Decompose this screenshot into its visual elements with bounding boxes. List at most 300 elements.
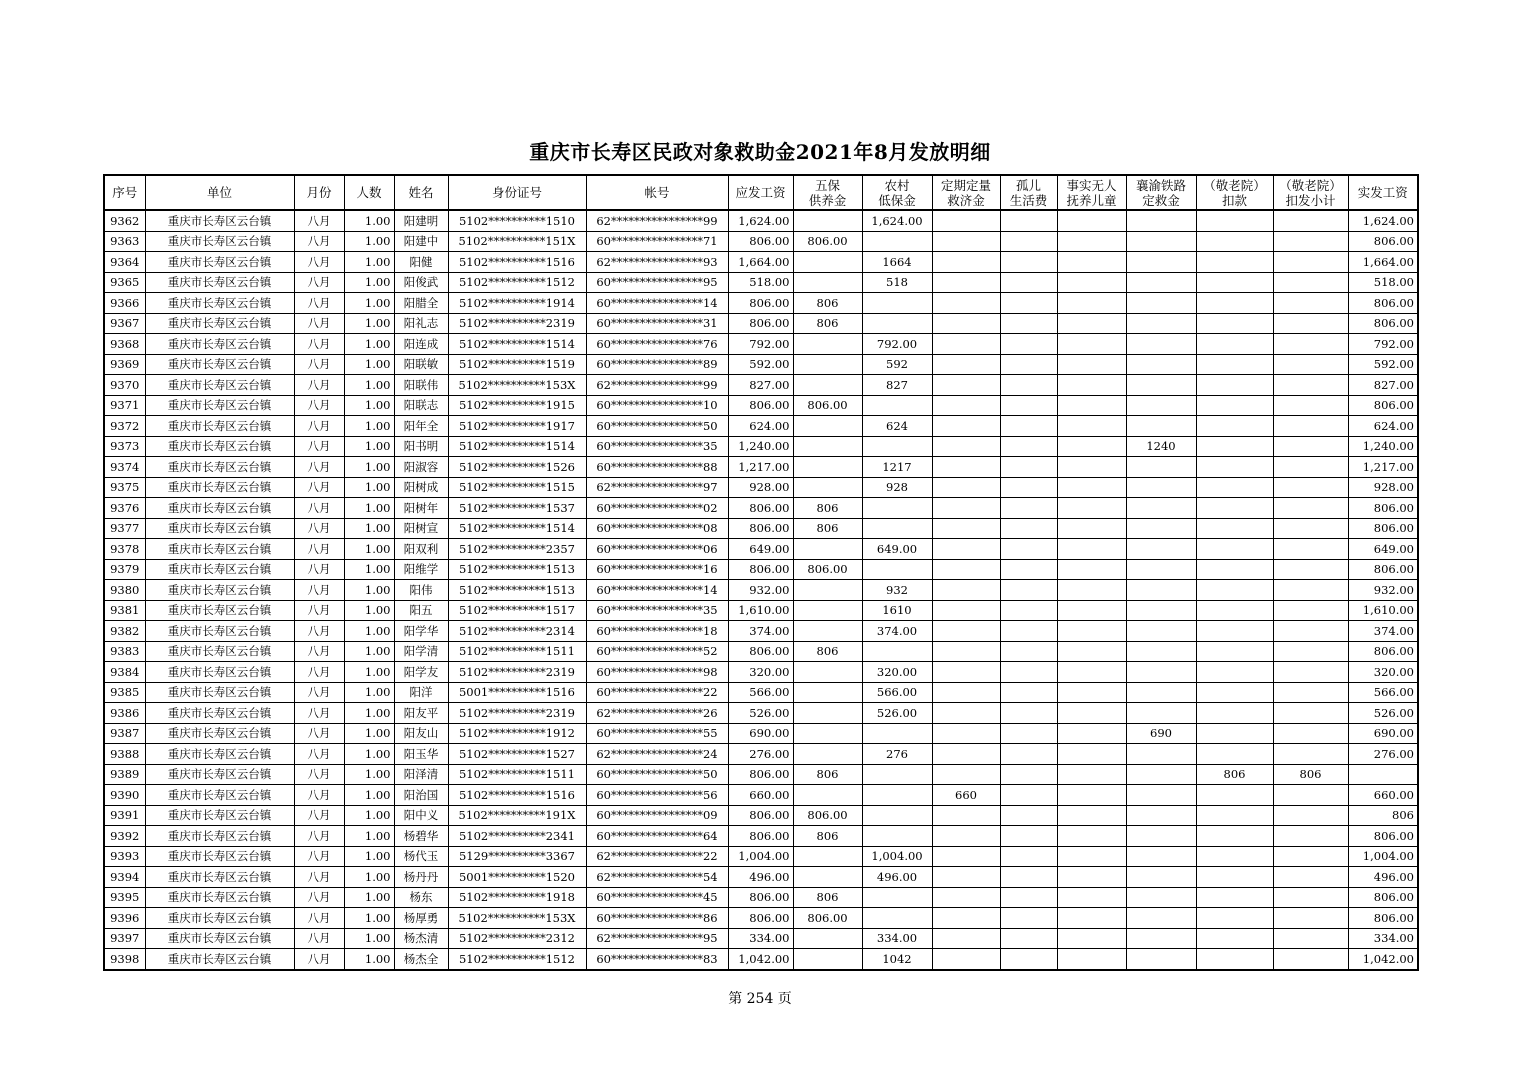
table-cell: 5102**********1514 [448, 334, 586, 355]
table-cell [1126, 662, 1196, 683]
table-cell: 806.00 [1348, 887, 1418, 908]
table-cell: 八月 [294, 744, 344, 765]
table-cell [1000, 928, 1057, 949]
table-cell: 9379 [104, 559, 145, 580]
table-cell: 496.00 [1348, 867, 1418, 888]
table-cell [932, 436, 1000, 457]
table-cell: 806.00 [793, 395, 862, 416]
table-body [104, 210, 1418, 970]
table-cell: 9391 [104, 805, 145, 826]
table-cell [1126, 354, 1196, 375]
table-cell [1196, 846, 1273, 867]
table-row [104, 846, 1418, 867]
table-cell: 806.00 [728, 887, 793, 908]
table-cell: 5102**********1515 [448, 477, 586, 498]
table-cell: 重庆市长寿区云台镇 [145, 293, 294, 314]
table-cell [793, 600, 862, 621]
table-row [104, 334, 1418, 355]
table-cell: 496.00 [728, 867, 793, 888]
table-cell: 592.00 [1348, 354, 1418, 375]
table-cell: 5102**********2319 [448, 703, 586, 724]
table-cell [1126, 826, 1196, 847]
table-cell: 334.00 [862, 928, 932, 949]
table-cell [1057, 846, 1126, 867]
table-cell [1057, 785, 1126, 806]
table-cell [1273, 395, 1348, 416]
table-cell: 1.00 [344, 867, 394, 888]
table-cell: 62****************54 [586, 867, 728, 888]
table-row [104, 457, 1418, 478]
table-cell: 518.00 [728, 272, 793, 293]
table-cell: 重庆市长寿区云台镇 [145, 723, 294, 744]
table-cell [932, 662, 1000, 683]
table-cell: 八月 [294, 580, 344, 601]
table-cell: 806 [793, 313, 862, 334]
table-cell: 62****************26 [586, 703, 728, 724]
table-cell: 阳维学 [394, 559, 448, 580]
table-cell: 62****************93 [586, 252, 728, 273]
table-cell: 5129**********3367 [448, 846, 586, 867]
table-cell: 重庆市长寿区云台镇 [145, 621, 294, 642]
table-cell: 806.00 [1348, 395, 1418, 416]
table-row [104, 210, 1418, 231]
column-header: 人数 [344, 175, 394, 210]
table-cell [1057, 518, 1126, 539]
table-cell: 62****************99 [586, 210, 728, 231]
table-row [104, 477, 1418, 498]
table-cell [932, 723, 1000, 744]
table-cell: 阳建明 [394, 210, 448, 231]
table-cell: 9385 [104, 682, 145, 703]
table-cell: 806.00 [1348, 826, 1418, 847]
table-cell [932, 539, 1000, 560]
table-cell: 374.00 [862, 621, 932, 642]
table-cell [1000, 621, 1057, 642]
table-cell [1273, 539, 1348, 560]
table-cell: 9368 [104, 334, 145, 355]
column-header: 姓名 [394, 175, 448, 210]
table-cell: 重庆市长寿区云台镇 [145, 498, 294, 519]
table-cell: 1217 [862, 457, 932, 478]
table-cell: 806.00 [793, 231, 862, 252]
table-cell [1126, 457, 1196, 478]
table-cell [1126, 210, 1196, 231]
table-cell: 八月 [294, 662, 344, 683]
table-cell [1000, 846, 1057, 867]
table-row [104, 600, 1418, 621]
table-cell: 5102**********1514 [448, 518, 586, 539]
table-cell: 八月 [294, 641, 344, 662]
column-header: 实发工资 [1348, 175, 1418, 210]
table-cell: 60****************09 [586, 805, 728, 826]
table-row [104, 539, 1418, 560]
table-cell: 1.00 [344, 723, 394, 744]
table-cell: 649.00 [728, 539, 793, 560]
table-cell [1057, 764, 1126, 785]
table-cell: 60****************22 [586, 682, 728, 703]
table-row [104, 416, 1418, 437]
table-cell: 杨杰清 [394, 928, 448, 949]
table-cell: 5102**********1517 [448, 600, 586, 621]
table-cell: 重庆市长寿区云台镇 [145, 662, 294, 683]
table-cell [1057, 949, 1126, 970]
table-cell: 806.00 [728, 231, 793, 252]
table-cell: 八月 [294, 539, 344, 560]
table-cell: 9397 [104, 928, 145, 949]
table-cell: 320.00 [1348, 662, 1418, 683]
table-row [104, 908, 1418, 929]
table-cell [1126, 764, 1196, 785]
table-cell: 60****************56 [586, 785, 728, 806]
table-cell: 806 [793, 887, 862, 908]
table-cell [1196, 744, 1273, 765]
table-cell: 9369 [104, 354, 145, 375]
table-cell: 60****************52 [586, 641, 728, 662]
table-cell [1000, 949, 1057, 970]
table-cell: 重庆市长寿区云台镇 [145, 313, 294, 334]
table-cell [1196, 313, 1273, 334]
table-cell [1196, 867, 1273, 888]
table-cell [932, 252, 1000, 273]
table-cell [1000, 600, 1057, 621]
table-cell [1000, 867, 1057, 888]
table-cell: 1,664.00 [1348, 252, 1418, 273]
table-cell: 阳友山 [394, 723, 448, 744]
table-row [104, 580, 1418, 601]
table-cell: 阳健 [394, 252, 448, 273]
table-cell [932, 375, 1000, 396]
table-row [104, 354, 1418, 375]
table-cell: 1.00 [344, 559, 394, 580]
table-cell: 526.00 [1348, 703, 1418, 724]
table-cell: 八月 [294, 621, 344, 642]
table-cell [932, 272, 1000, 293]
table-cell [1196, 210, 1273, 231]
table-cell [1273, 436, 1348, 457]
table-cell: 1.00 [344, 477, 394, 498]
table-cell: 重庆市长寿区云台镇 [145, 928, 294, 949]
table-cell [932, 416, 1000, 437]
table-cell: 1.00 [344, 641, 394, 662]
table-cell: 806 [1348, 805, 1418, 826]
table-cell: 八月 [294, 477, 344, 498]
table-cell: 5001**********1520 [448, 867, 586, 888]
table-cell: 9393 [104, 846, 145, 867]
table-cell: 806.00 [728, 641, 793, 662]
table-cell: 806.00 [728, 805, 793, 826]
table-cell [932, 867, 1000, 888]
table-cell: 1.00 [344, 887, 394, 908]
table-cell [1273, 334, 1348, 355]
table-cell: 1240 [1126, 436, 1196, 457]
table-cell: 9366 [104, 293, 145, 314]
table-cell: 1610 [862, 600, 932, 621]
table-row [104, 498, 1418, 519]
table-cell [1273, 682, 1348, 703]
table-cell: 5102**********1537 [448, 498, 586, 519]
table-cell [1273, 210, 1348, 231]
table-cell: 806.00 [1348, 293, 1418, 314]
table-row [104, 252, 1418, 273]
table-cell: 5102**********151X [448, 231, 586, 252]
table-cell [1126, 682, 1196, 703]
table-cell: 60****************35 [586, 600, 728, 621]
table-cell [862, 805, 932, 826]
table-cell: 9370 [104, 375, 145, 396]
table-cell [1000, 785, 1057, 806]
table-cell: 932.00 [1348, 580, 1418, 601]
table-cell: 592.00 [728, 354, 793, 375]
table-cell [932, 764, 1000, 785]
table-cell [1000, 703, 1057, 724]
table-cell: 5102**********2319 [448, 662, 586, 683]
table-cell: 重庆市长寿区云台镇 [145, 334, 294, 355]
table-cell [1126, 928, 1196, 949]
table-cell: 重庆市长寿区云台镇 [145, 395, 294, 416]
table-cell: 1,217.00 [728, 457, 793, 478]
table-cell [1000, 641, 1057, 662]
table-cell: 1.00 [344, 949, 394, 970]
table-cell: 62****************97 [586, 477, 728, 498]
table-cell: 5102**********1513 [448, 559, 586, 580]
table-cell: 60****************50 [586, 764, 728, 785]
table-cell: 276.00 [1348, 744, 1418, 765]
table-cell: 9378 [104, 539, 145, 560]
table-cell [932, 231, 1000, 252]
table-cell: 1.00 [344, 600, 394, 621]
table-cell [932, 580, 1000, 601]
table-cell: 阳树成 [394, 477, 448, 498]
table-cell: 杨代玉 [394, 846, 448, 867]
table-cell [1126, 498, 1196, 519]
table-cell: 62****************24 [586, 744, 728, 765]
table-cell: 806.00 [728, 764, 793, 785]
table-cell: 阳年全 [394, 416, 448, 437]
table-cell [1196, 518, 1273, 539]
table-cell [932, 293, 1000, 314]
table-row [104, 518, 1418, 539]
table-cell: 重庆市长寿区云台镇 [145, 641, 294, 662]
table-cell: 八月 [294, 703, 344, 724]
table-cell: 1.00 [344, 375, 394, 396]
table-cell: 1.00 [344, 744, 394, 765]
table-cell: 阳联志 [394, 395, 448, 416]
table-cell [1000, 293, 1057, 314]
table-cell: 1.00 [344, 580, 394, 601]
table-cell [1057, 826, 1126, 847]
table-cell [1000, 744, 1057, 765]
table-cell [862, 826, 932, 847]
table-cell [1196, 375, 1273, 396]
table-cell [1057, 539, 1126, 560]
table-cell: 八月 [294, 908, 344, 929]
table-cell [862, 908, 932, 929]
table-cell: 1.00 [344, 498, 394, 519]
table-cell [932, 334, 1000, 355]
table-cell [862, 395, 932, 416]
table-cell: 八月 [294, 293, 344, 314]
table-cell [1273, 621, 1348, 642]
table-cell [862, 436, 932, 457]
table-cell: 5102**********1514 [448, 436, 586, 457]
page-number: 第 254 页 [728, 991, 792, 1007]
table-cell [862, 641, 932, 662]
table-cell [1196, 252, 1273, 273]
table-cell [1057, 682, 1126, 703]
table-cell [1057, 252, 1126, 273]
table-cell: 5001**********1516 [448, 682, 586, 703]
table-cell [862, 764, 932, 785]
table-cell [1057, 908, 1126, 929]
table-cell [793, 334, 862, 355]
table-cell [1196, 805, 1273, 826]
table-cell: 5102**********1511 [448, 641, 586, 662]
table-cell [932, 908, 1000, 929]
table-cell: 5102**********1512 [448, 949, 586, 970]
table-cell: 649.00 [1348, 539, 1418, 560]
table-cell: 62****************22 [586, 846, 728, 867]
table-cell: 阳治国 [394, 785, 448, 806]
table-cell: 690.00 [1348, 723, 1418, 744]
table-cell [793, 436, 862, 457]
table-cell: 阳树年 [394, 498, 448, 519]
table-cell: 9375 [104, 477, 145, 498]
table-cell [1196, 539, 1273, 560]
table-cell [1000, 887, 1057, 908]
table-cell: 806.00 [728, 498, 793, 519]
table-cell [793, 662, 862, 683]
table-cell: 624.00 [728, 416, 793, 437]
table-cell: 八月 [294, 436, 344, 457]
table-cell [1196, 600, 1273, 621]
table-cell: 八月 [294, 416, 344, 437]
table-cell [932, 805, 1000, 826]
table-cell [1126, 908, 1196, 929]
table-cell: 重庆市长寿区云台镇 [145, 539, 294, 560]
table-cell [1196, 559, 1273, 580]
table-cell: 60****************45 [586, 887, 728, 908]
table-cell [1126, 580, 1196, 601]
table-cell: 624.00 [1348, 416, 1418, 437]
table-cell [1196, 580, 1273, 601]
table-cell: 5102**********1519 [448, 354, 586, 375]
table-cell: 60****************16 [586, 559, 728, 580]
table-cell [793, 354, 862, 375]
table-cell: 1.00 [344, 395, 394, 416]
table-cell: 60****************14 [586, 580, 728, 601]
table-cell: 1.00 [344, 313, 394, 334]
table-cell [932, 703, 1000, 724]
table-cell [1273, 457, 1348, 478]
table-cell [1273, 375, 1348, 396]
table-cell [1273, 908, 1348, 929]
table-cell [1273, 703, 1348, 724]
table-cell: 276.00 [728, 744, 793, 765]
table-cell [1196, 662, 1273, 683]
table-cell [1000, 272, 1057, 293]
table-cell: 827 [862, 375, 932, 396]
table-cell: 八月 [294, 252, 344, 273]
table-cell [1273, 559, 1348, 580]
table-cell: 806.00 [728, 826, 793, 847]
table-cell [1000, 764, 1057, 785]
table-cell [1196, 682, 1273, 703]
column-header: 襄渝铁路 定救金 [1126, 175, 1196, 210]
table-cell: 690 [1126, 723, 1196, 744]
table-cell [1057, 354, 1126, 375]
column-header: 月份 [294, 175, 344, 210]
table-cell: 5102**********1512 [448, 272, 586, 293]
table-cell: 9367 [104, 313, 145, 334]
table-cell [1196, 785, 1273, 806]
table-cell [793, 949, 862, 970]
table-cell: 5102**********2312 [448, 928, 586, 949]
table-cell: 杨丹丹 [394, 867, 448, 888]
table-cell: 806.00 [1348, 518, 1418, 539]
table-cell: 1.00 [344, 682, 394, 703]
table-cell [1057, 600, 1126, 621]
table-cell [1000, 498, 1057, 519]
document-title: 重庆市长寿区民政对象救助金2021年8月发放明细 [529, 140, 991, 164]
table-cell [1057, 887, 1126, 908]
table-cell: 阳学友 [394, 662, 448, 683]
table-cell: 806.00 [728, 518, 793, 539]
table-cell: 1,217.00 [1348, 457, 1418, 478]
table-cell: 八月 [294, 395, 344, 416]
table-cell: 60****************95 [586, 272, 728, 293]
column-header: 孤儿 生活费 [1000, 175, 1057, 210]
table-cell: 592 [862, 354, 932, 375]
table-cell [1000, 559, 1057, 580]
table-cell: 60****************18 [586, 621, 728, 642]
table-cell: 阳五 [394, 600, 448, 621]
table-cell: 806.00 [793, 805, 862, 826]
table-row [104, 703, 1418, 724]
table-cell [1126, 252, 1196, 273]
table-cell: 1.00 [344, 354, 394, 375]
table-row [104, 785, 1418, 806]
table-cell [793, 457, 862, 478]
table-cell: 1.00 [344, 436, 394, 457]
table-cell: 八月 [294, 559, 344, 580]
table-cell [1126, 621, 1196, 642]
table-cell [1000, 395, 1057, 416]
table-cell: 八月 [294, 723, 344, 744]
table-cell: 重庆市长寿区云台镇 [145, 210, 294, 231]
table-cell: 320.00 [728, 662, 793, 683]
table-cell: 827.00 [728, 375, 793, 396]
table-cell: 重庆市长寿区云台镇 [145, 559, 294, 580]
column-header: 帐号 [586, 175, 728, 210]
table-cell: 806.00 [1348, 231, 1418, 252]
table-cell: 334.00 [728, 928, 793, 949]
table-cell [1273, 641, 1348, 662]
table-cell: 阳淑容 [394, 457, 448, 478]
table-cell: 1,624.00 [728, 210, 793, 231]
table-row [104, 682, 1418, 703]
table-cell: 重庆市长寿区云台镇 [145, 744, 294, 765]
table-cell: 重庆市长寿区云台镇 [145, 846, 294, 867]
table-cell [1196, 477, 1273, 498]
table-cell [1196, 395, 1273, 416]
table-cell: 9386 [104, 703, 145, 724]
table-cell [1196, 293, 1273, 314]
table-cell [1273, 744, 1348, 765]
table-cell: 690.00 [728, 723, 793, 744]
table-cell [1273, 928, 1348, 949]
table-cell [1196, 887, 1273, 908]
table-cell [1273, 498, 1348, 519]
